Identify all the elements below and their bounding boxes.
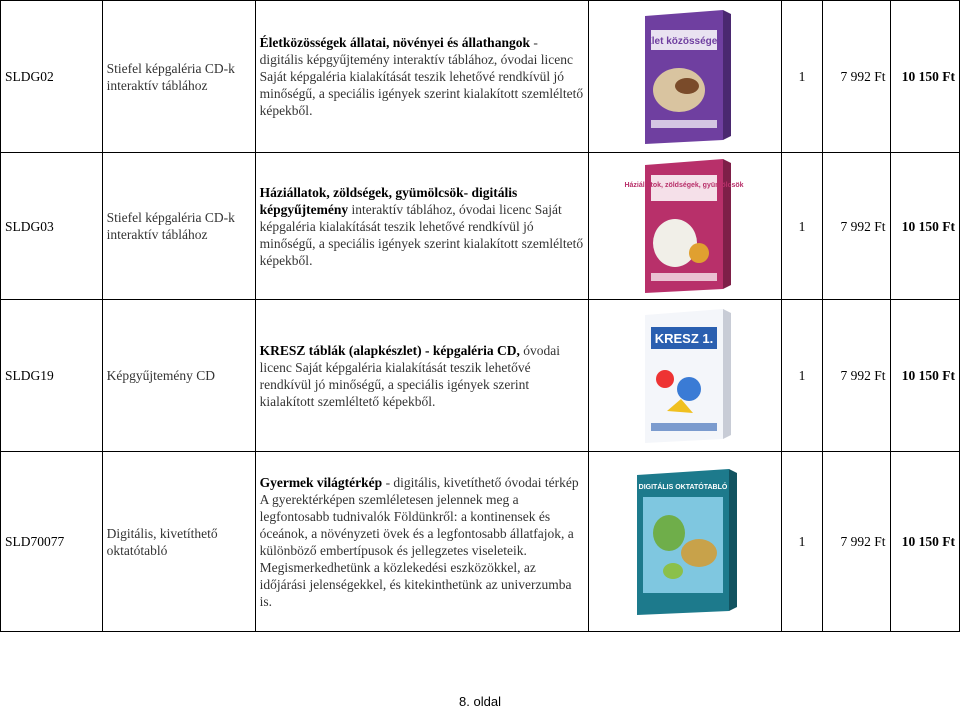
table-row xyxy=(1,452,960,632)
product-description xyxy=(255,1,588,153)
unit-price: 7 992 Ft xyxy=(823,300,890,452)
cd-box-image xyxy=(637,8,733,146)
product-type: Képgyűjtemény CD xyxy=(102,300,255,452)
product-type: Digitális, kivetíthető oktatótabló xyxy=(102,452,255,632)
product-description xyxy=(255,300,588,452)
product-desc-text: óvodai licenc Saját képgaléria kialakítását teszik lehetővé rendkívül jó minőségű, a speciális igények szerint kialakított szemléltető képekből. xyxy=(259,342,560,409)
quantity: 1 xyxy=(781,452,822,632)
unit-price: 7 992 Ft xyxy=(823,153,890,300)
product-image xyxy=(588,153,781,300)
product-type: Stiefel képgaléria CD-k interaktív táblához xyxy=(102,1,255,153)
cd-box-image xyxy=(629,467,741,617)
product-code: SLDG19 xyxy=(1,300,103,452)
quantity: 1 xyxy=(781,153,822,300)
cd-box-title: KRESZ 1. xyxy=(654,330,714,346)
product-title: KRESZ táblák (alapkészlet) - képgaléria CD, xyxy=(259,342,520,358)
product-code: SLDG02 xyxy=(1,1,103,153)
product-code: SLD70077 xyxy=(1,452,103,632)
product-desc-text: - digitális képgyűjtemény interaktív táblához, óvodai licenc Saját képgaléria kialakítását teszik lehetővé rendkívül jó minőségű, a speciális igények szerint kialakított szemléltető képekből. xyxy=(259,35,584,118)
product-code: SLDG03 xyxy=(1,153,103,300)
product-desc-text: - digitális, kivetíthető óvodai térkép A gyerektérképen szemléletesen jelennek meg a legfontosabb tudnivalók Földünkről: a kontinensek és óceánok, a növényzeti övek és a legfontosabb állatfajok, a különböző embertípusok és jellegzetes viseleteik. Megismerkedhetünk a közlekedési eszközökkel, az időjárási jelenségekkel, és kitekinthetünk az univerzumba is. xyxy=(259,474,579,609)
cd-box-title: DIGITÁLIS OKTATÓTABLÓ xyxy=(638,483,728,491)
cd-box-title: Élet közösségek xyxy=(644,35,723,47)
quantity: 1 xyxy=(781,300,822,452)
total-price: 10 150 Ft xyxy=(890,452,959,632)
cd-box-title: Háziállatok, zöldségek, gyümölcsök xyxy=(624,182,744,189)
quantity: 1 xyxy=(781,1,822,153)
total-price: 10 150 Ft xyxy=(890,153,959,300)
product-image xyxy=(588,452,781,632)
table-row xyxy=(1,153,960,300)
product-description xyxy=(255,452,588,632)
product-image xyxy=(588,300,781,452)
product-description xyxy=(255,153,588,300)
table-row xyxy=(1,1,960,153)
product-image xyxy=(588,1,781,153)
cd-box-image xyxy=(637,307,733,445)
product-desc-text: interaktív táblához, óvodai licenc Saját képgaléria kialakítását teszik lehetővé rendkívül jó minőségű, a speciális igények szerint kialakított szemléltető képekből. xyxy=(259,201,584,268)
product-title: Gyermek világtérkép xyxy=(259,474,383,490)
table-row xyxy=(1,300,960,452)
total-price: 10 150 Ft xyxy=(890,300,959,452)
page-number: 8. oldal xyxy=(459,694,501,709)
unit-price: 7 992 Ft xyxy=(823,452,890,632)
unit-price: 7 992 Ft xyxy=(823,1,890,153)
product-title: Életközösségek állatai, növényei és állathangok xyxy=(259,35,530,50)
product-type: Stiefel képgaléria CD-k interaktív táblához xyxy=(102,153,255,300)
product-title: Háziállatok, zöldségek, gyümölcsök- digitális képgyűjtemény xyxy=(259,184,518,217)
cd-box-image xyxy=(624,157,744,295)
total-price: 10 150 Ft xyxy=(890,1,959,153)
